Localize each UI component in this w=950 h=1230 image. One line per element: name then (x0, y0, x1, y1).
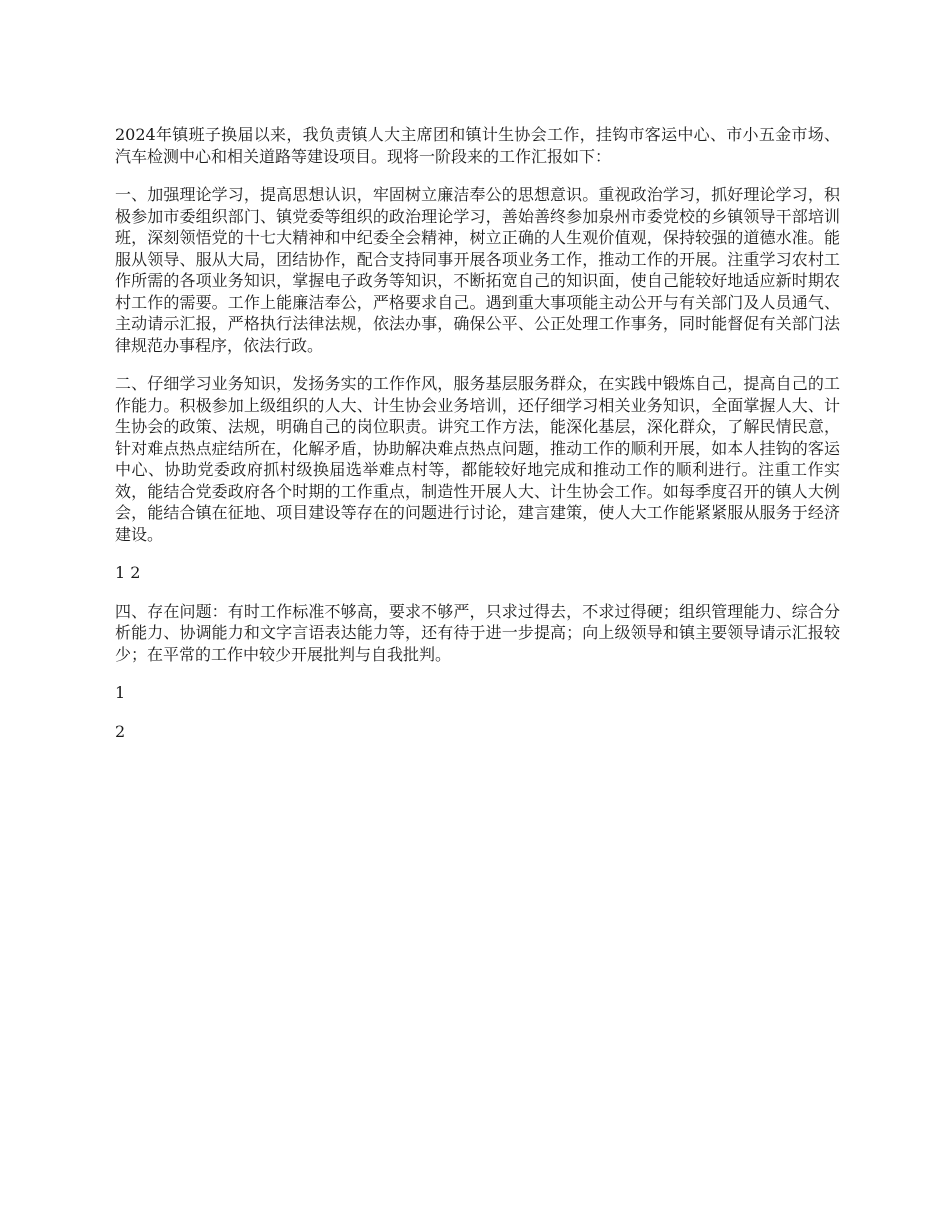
document-body (115, 124, 840, 759)
intro-paragraph: 2024年镇班子换届以来，我负责镇人大主席团和镇计生协会工作，挂钩市客运中心、市小五金市场、汽车检测中心和相关道路等建设项目。现将一阶段来的工作汇报如下： (115, 125, 840, 166)
section-two-paragraph: 二、仔细学习业务知识，发扬务实的工作作风，服务基层服务群众，在实践中锻炼自己，提高自己的工作能力。积极参加上级组织的人大、计生协会业务培训，还仔细学习相关业务知识，全面掌握人大、计生协会的政策、法规，明确自己的岗位职责。讲究工作方法，能深化基层，深化群众，了解民情民意，针对难点热点症结所在，化解矛盾，协助解决难点热点问题，推动工作的顺利开展，如本人挂钩的客运中心、协助党委政府抓村级换届选举难点村等，都能较好地完成和推动工作的顺利进行。注重工作实效，能结合党委政府各个时期的工作重点，制造性开展人大、计生协会工作。如每季度召开的镇人大例会，能结合镇在征地、项目建设等存在的问题进行讨论，建言建策，使人大工作能紧紧服从服务于经济建设。 (115, 374, 840, 544)
page-number-1: 1 (115, 683, 126, 702)
page-number-line: 1 2 (115, 563, 141, 582)
page-number-2: 2 (115, 721, 126, 741)
section-four-paragraph: 四、存在问题：有时工作标准不够高，要求不够严，只求过得去，不求过得硬；组织管理能力、综合分析能力、协调能力和文字言语表达能力等，还有待于进一步提高；向上级领导和镇主要领导请示汇报较少；在平常的工作中较少开展批判与自我批判。 (115, 601, 840, 664)
section-one-paragraph: 一、加强理论学习，提高思想认识，牢固树立廉洁奉公的思想意识。重视政治学习，抓好理论学习，积极参加市委组织部门、镇党委等组织的政治理论学习，善始善终参加泉州市委党校的乡镇领导干部培训班，深刻领悟党的十七大精神和中纪委全会精神，树立正确的人生观价值观，保持较强的道德水准。能服从领导、服从大局，团结协作，配合支持同事开展各项业务工作，推动工作的开展。注重学习农村工作所需的各项业务知识，掌握电子政务等知识，不断拓宽自己的知识面，使自己能较好地适应新时期农村工作的需要。工作上能廉洁奉公，严格要求自己。遇到重大事项能主动公开与有关部门及人员通气、主动请示汇报，严格执行法律法规，依法办事，确保公平、公正处理工作事务，同时能督促有关部门法律规范办事程序，依法行政。 (115, 185, 840, 355)
